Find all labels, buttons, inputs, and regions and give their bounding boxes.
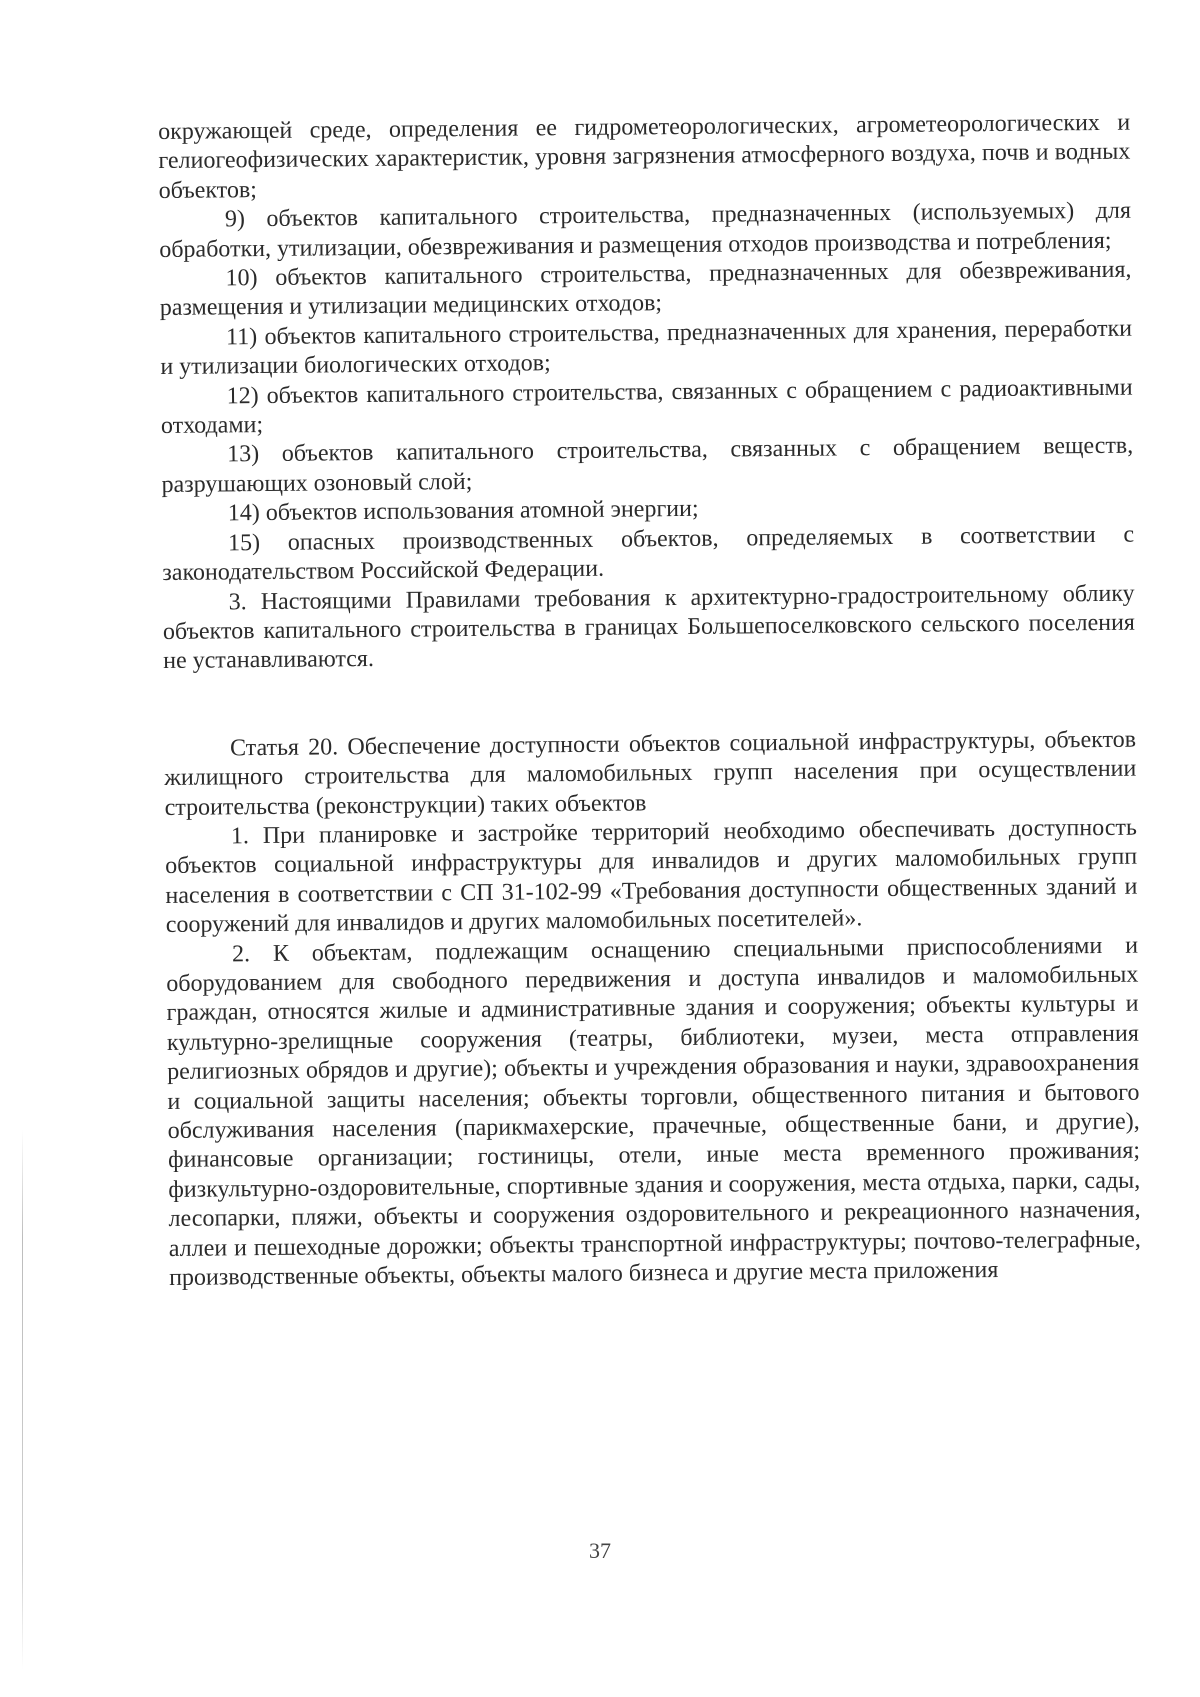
list-item-14: 14) объектов использования атомной энергии; [227, 496, 699, 527]
scan-edge-artifact [22, 1130, 23, 1670]
paragraph-continuation: окружающей среде, определения ее гидрометеорологических, агрометеорологических и гелиогеофизических характеристик, уровня загрязнения атмосферного воздуха, почв и водных объектов; [158, 109, 1131, 204]
list-item-12: 12) объектов капитального строительства, связанных с обращением с радиоактивными отходами; [160, 374, 1133, 440]
paragraph-3: 3. Настоящими Правилами требования к архитектурно-градостроительному облику объектов капитального строительства в границах Большепоселковского сельского поселения не устанавливаются. [162, 580, 1136, 675]
list-item-11: 11) объектов капитального строительства, предназначенных для хранения, переработки и утилизации биологических отходов; [160, 315, 1133, 381]
list-item-9: 9) объектов капитального строительства, предназначенных (используемых) для обработки, утилизации, обезвреживания и размещения отходов производства и потребления; [159, 197, 1132, 263]
text-body [158, 109, 1141, 1294]
article-heading: Статья 20. Обеспечение доступности объектов социальной инфраструктуры, объектов жилищного строительства для маломобильных групп населения при осуществлении строительства (реконструкции) таких объектов [164, 726, 1137, 821]
page-number: 37 [589, 1538, 611, 1563]
article-paragraph-1: 1. При планировке и застройке территорий необходимо обеспечивать доступность объектов социальной инфраструктуры для инвалидов и других маломобильных групп населения в соответствии с СП 31-102-99 «Требования доступности общественных зданий и сооружений для инвалидов и других маломобильных посетителей». [165, 814, 1138, 939]
list-item-10: 10) объектов капитального строительства, предназначенных для обезвреживания, размещения и утилизации медицинских отходов; [159, 256, 1132, 322]
article-paragraph-2: 2. К объектам, подлежащим оснащению специальными приспособлениями и оборудованием для свободного передвижения и доступа инвалидов и маломобильных граждан, относятся жилые и административные здания и сооружения; объекты культуры и культурно-зрелищные сооружения (театры, библиотеки, музеи, места отправления религиозных обрядов и другие); объекты и учреждения образования и науки, здравоохранения и социальной защиты населения; объекты торговли, общественного питания и бытового обслуживания населения (парикмахерские, прачечные, общественные бани, и другие), финансовые организации; гостиницы, отели, иные места временного проживания; физкультурно-оздоровительные, спортивные здания и сооружения, места отдыха, парки, сады, лесопарки, пляжи, объекты и сооружения оздоровительного и рекреационного назначения, аллеи и пешеходные дорожки; объекты транспортной инфраструктуры; почтово-телеграфные, производственные объекты, объекты малого бизнеса и другие места приложения [166, 932, 1141, 1291]
list-item-13: 13) объектов капитального строительства, связанных с обращением веществ, разрушающих озоновый слой; [161, 433, 1134, 498]
list-item-15: 15) опасных производственных объектов, определяемых в соответствии с законодательством Российской Федерации. [162, 521, 1135, 587]
